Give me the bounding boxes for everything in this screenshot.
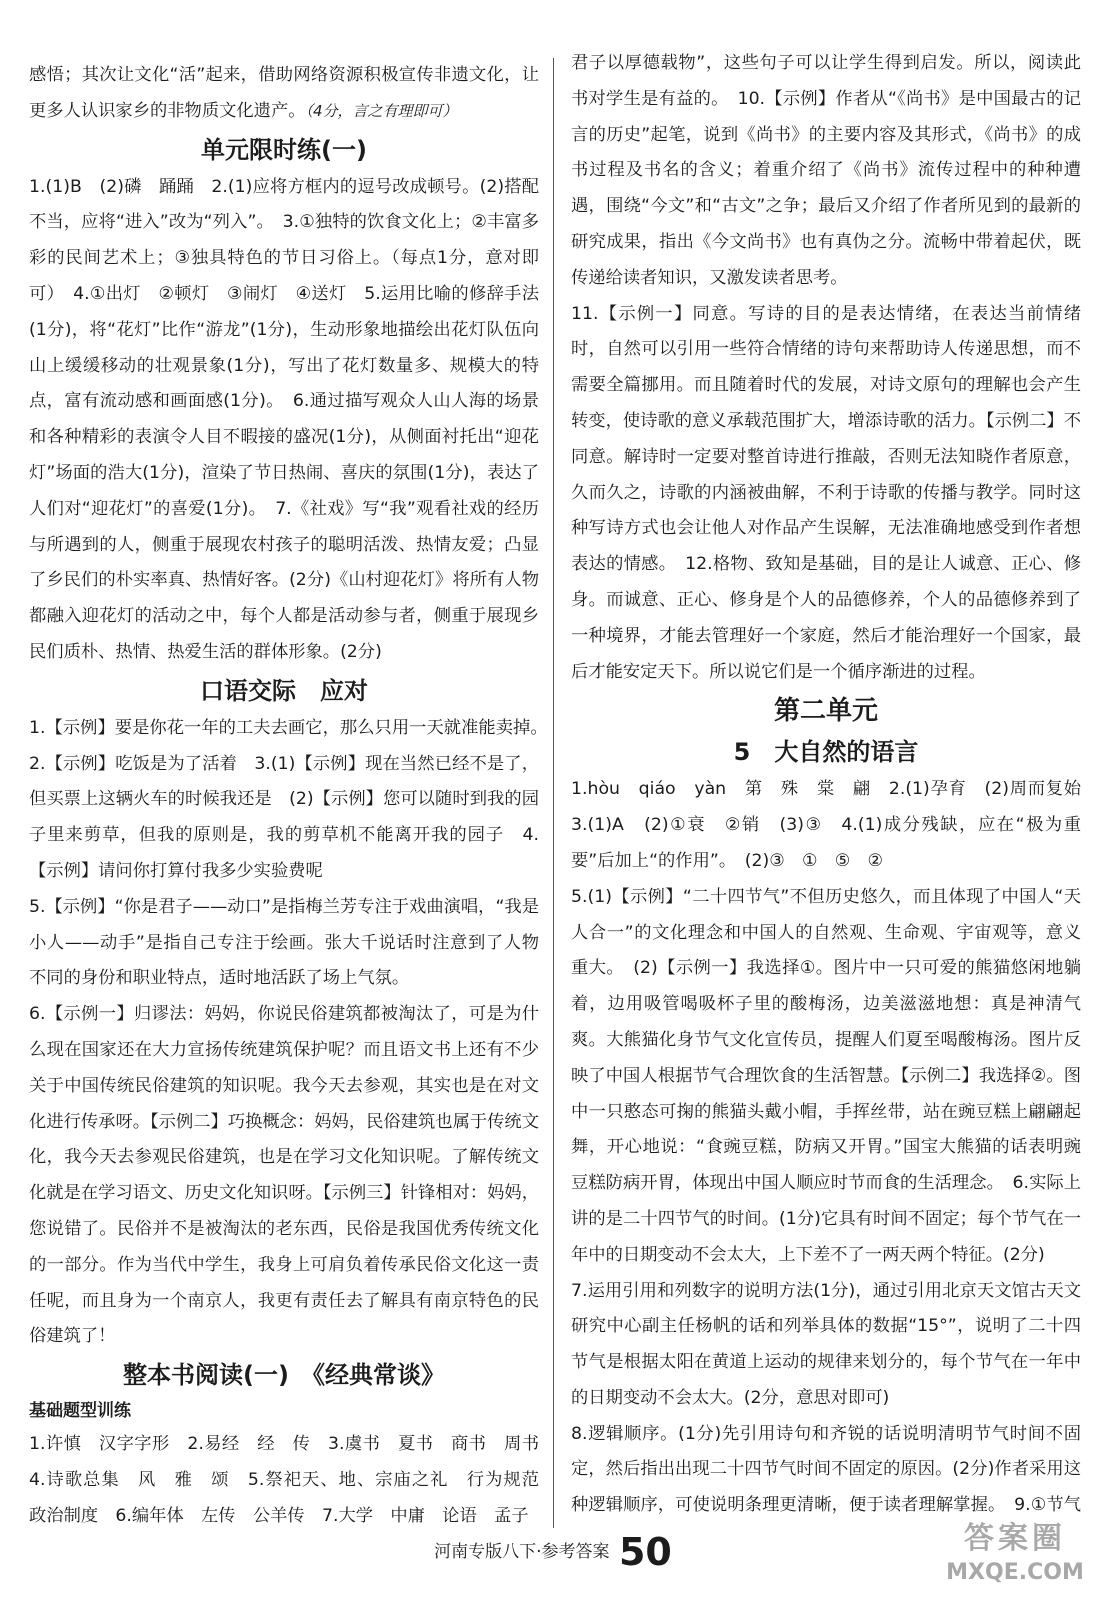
section-title-unit-test: 单元限时练(一) — [201, 135, 367, 164]
unit-test-answers: 1.(1)B (2)磷 踊踊 2.(1)应将方框内的逗号改成顿号。(2)搭配不当，应将“进入”改为“列入”。 3.①独特的饮食文化上；②丰富多彩的民间艺术上；③独具特色的节日习俗上。（每点1分，意对即可） 4.①出灯 ②顿灯 ③闹灯 ④送灯 5.运用比喻的修辞手法(1分)，将“花灯”比作“游龙”(1分)，生动形象地描绘出花灯队伍向山上缓缓移动的壮观景象(1分)，写出了花灯数量多、规模大的特点，富有流动感和画面感(1分)。 6.通过描写观众人山人海的场景和各种精彩的表演令人目不暇接的盛况(1分)，从侧面衬托出“迎花灯”场面的浩大(1分)，渲染了节日热闹、喜庆的氛围(1分)，表达了人们对“迎花灯”的喜爱(1分)。 7.《社戏》写“我”观看社戏的经历与所遇到的人，侧重于展现农村孩子的聪明活泼、热情友爱；凸显了乡民们的朴实率真、热情好客。(2分)《山村迎花灯》将所有人物都融入迎花灯的活动之中，每个人都是活动参与者，侧重于展现乡民们质朴、热情、热爱生活的群体形象。(2分) — [29, 176, 539, 662]
lesson-answers-1-4: 1.hòu qiáo yàn 第 殊 棠 翩 2.(1)孕育 (2)周而复始 3.(1)A (2)①衰 ②销 (3)③ 4.(1)成分残缺，应在“极为重要”后加上“的作用”。 (2)③ ① ⑤ ② — [571, 779, 1081, 871]
left-column — [29, 58, 539, 1538]
lesson-answers-8-9: 8.逻辑顺序。(1分)先引用诗句和齐锐的话说明清明节气时间不固定，然后指出出现二十四节气时间不固定的原因。(2分)作者采用这种逻辑顺序，可使说明条理更清晰，便于读者理解掌握。 9.①节气 — [571, 1423, 1081, 1516]
section-title-whole-book-reading: 整本书阅读(一) 《经典常谈》 — [123, 1361, 445, 1390]
section-title-oral-communication: 口语交际 应对 — [200, 676, 368, 705]
subsection-heading-basic: 基础题型训练 — [29, 1401, 131, 1422]
watermark-text: 答案圈 — [964, 1521, 1066, 1556]
watermark-logo — [930, 1520, 1100, 1594]
right-column — [571, 46, 1081, 1526]
lesson-answer-7: 7.运用引用和列数字的说明方法(1分)，通过引用北京天文馆古天文研究中心副主任杨帆的话和列举具体的数据“15°”，说明了二十四节气是根据太阳在黄道上运动的规律来划分的，每个节气在一年中的日期变动不会太大。(2分，意思对即可) — [571, 1280, 1081, 1408]
lesson-answers-5-6: 5.(1)【示例】“二十四节气”不但历史悠久，而且体现了中国人“天人合一”的文化理念和中国人的自然观、生命观、宇宙观等，意义重大。 (2)【示例一】我选择①。图片中一只可爱的熊猫悠闲地躺着，边用吸管喝吸杯子里的酸梅汤，边美滋滋地想：真是神清气爽。大熊猫化身节气文化宣传员，提醒人们夏至喝酸梅汤。图片反映了中国人根据节气合理饮食的生活智慧。【示例二】我选择②。图中一只憨态可掬的熊猫头戴小帽，手挥丝带，站在豌豆糕上翩翩起舞，开心地说：“食豌豆糕，防病又开胃。”国宝大熊猫的话表明豌豆糕防病开胃，体现出中国人顺应时节而食的生活理念。 6.实际上讲的是二十四节气的时间。(1分)它具有时间不固定；每个节气在一年中的日期变动不会太大，上下差不了一两天两个特征。(2分) — [571, 886, 1081, 1265]
footer-separator: · — [536, 1542, 542, 1562]
footer-edition: 河南专版八下 — [434, 1542, 537, 1562]
basic-answers: 1.许慎 汉字字形 2.易经 经 传 3.虞书 夏书 商书 周书 4.诗歌总集 风 雅 颂 5.祭祀天、地、宗庙之礼 行为规范 政治制度 6.编年体 左传 公羊传 7.大学 中庸 论语 孟子 — [29, 1434, 539, 1526]
watermark-url: MXQE.COM — [946, 1560, 1084, 1585]
oral-answers-1-4: 1.【示例】要是你花一年的工夫去画它，那么只用一天就准能卖掉。 2.【示例】吃饭是为了活着 3.(1)【示例】现在当然已经不是了，但买票上这辆火车的时候我还是 (2)【示例】您可以随时到我的园子里来剪草，但我的原则是，我的剪草机不能离开我的园子 4.【示例】请问你打算付我多少实验费呢 — [29, 717, 539, 881]
unit-title: 第二单元 — [773, 696, 878, 727]
oral-answer-5: 5.【示例】“你是君子——动口”是指梅兰芳专注于戏曲演唱，“我是小人——动手”是指自己专注于绘画。张大千说话时注意到了人物不同的身份和职业特点，适时地活跃了场上气氛。 — [29, 896, 539, 989]
intro-note: （4分，言之有理即可） — [305, 101, 458, 120]
lesson-title: 5 大自然的语言 — [733, 738, 919, 767]
answer-11-12: 11.【示例一】同意。写诗的目的是表达情绪，在表达当前情绪时，自然可以引用一些符合情绪的诗句来帮助诗人传递思想，而不需要全篇挪用。而且随着时代的发展，对诗文原句的理解也会产生转变，使诗歌的意义承载范围扩大，增添诗歌的活力。【示例二】不同意。解诗时一定要对整首诗进行推敲，否则无法知晓作者原意，久而久之，诗歌的内涵被曲解，不利于诗歌的传播与教学。同时这种写诗方式也会让他人对作品产生误解，无法准确地感受到作者想表达的情感。 12.格物、致知是基础，目的是让人诚意、正心、修身。而诚意、正心、修身是个人的品德修养，个人的品德修养到了一种境界，才能去管理好一个家庭，然后才能治理好一个国家，最后才能安定天下。所以说它们是一个循序渐进的过程。 — [571, 303, 1081, 682]
intro-paragraph: 感悟；其次让文化“活”起来，借助网络资源积极宣传非遗文化，让更多人认识家乡的非物质文化遗产。（4分，言之有理即可） — [29, 65, 539, 121]
page-number: 50 — [618, 1530, 672, 1574]
continuation-paragraph: 君子以厚德载物”，这些句子可以让学生得到启发。所以，阅读此书对学生是有益的。 10.【示例】作者从“《尚书》是中国最古的记言的历史”起笔，说到《尚书》的主要内容及其形式，《尚书》的成书过程及书名的含义；着重介绍了《尚书》流传过程中的种种遭遇，围绕“今文”和“古文”之争；最后又介绍了作者所见到的最新的研究成果，指出《今文尚书》也有真伪之分。流畅中带着起伏，既传递给读者知识，又激发读者思考。 — [571, 53, 1081, 288]
footer-section: 参考答案 — [541, 1542, 610, 1562]
oral-answer-6: 6.【示例一】归谬法：妈妈，你说民俗建筑都被淘汰了，可是为什么现在国家还在大力宣扬传统建筑保护呢？而且语文书上还有不少关于中国传统民俗建筑的知识呢。我今天去参观，其实也是在对文化进行传承呀。【示例二】巧换概念：妈妈，民俗建筑也属于传统文化，我今天去参观民俗建筑，也是在学习文化知识呢。了解传统文化就是在学习语文、历史文化知识呀。【示例三】针锋相对：妈妈，您说错了。民俗并不是被淘汰的老东西，民俗是我国优秀传统文化的一部分。作为当代中学生，我身上可肩负着传承民俗文化这一责任呢，而且身为一个南京人，我更有责任去了解具有南京特色的民俗建筑了！ — [29, 1004, 539, 1347]
column-divider — [553, 58, 554, 1528]
